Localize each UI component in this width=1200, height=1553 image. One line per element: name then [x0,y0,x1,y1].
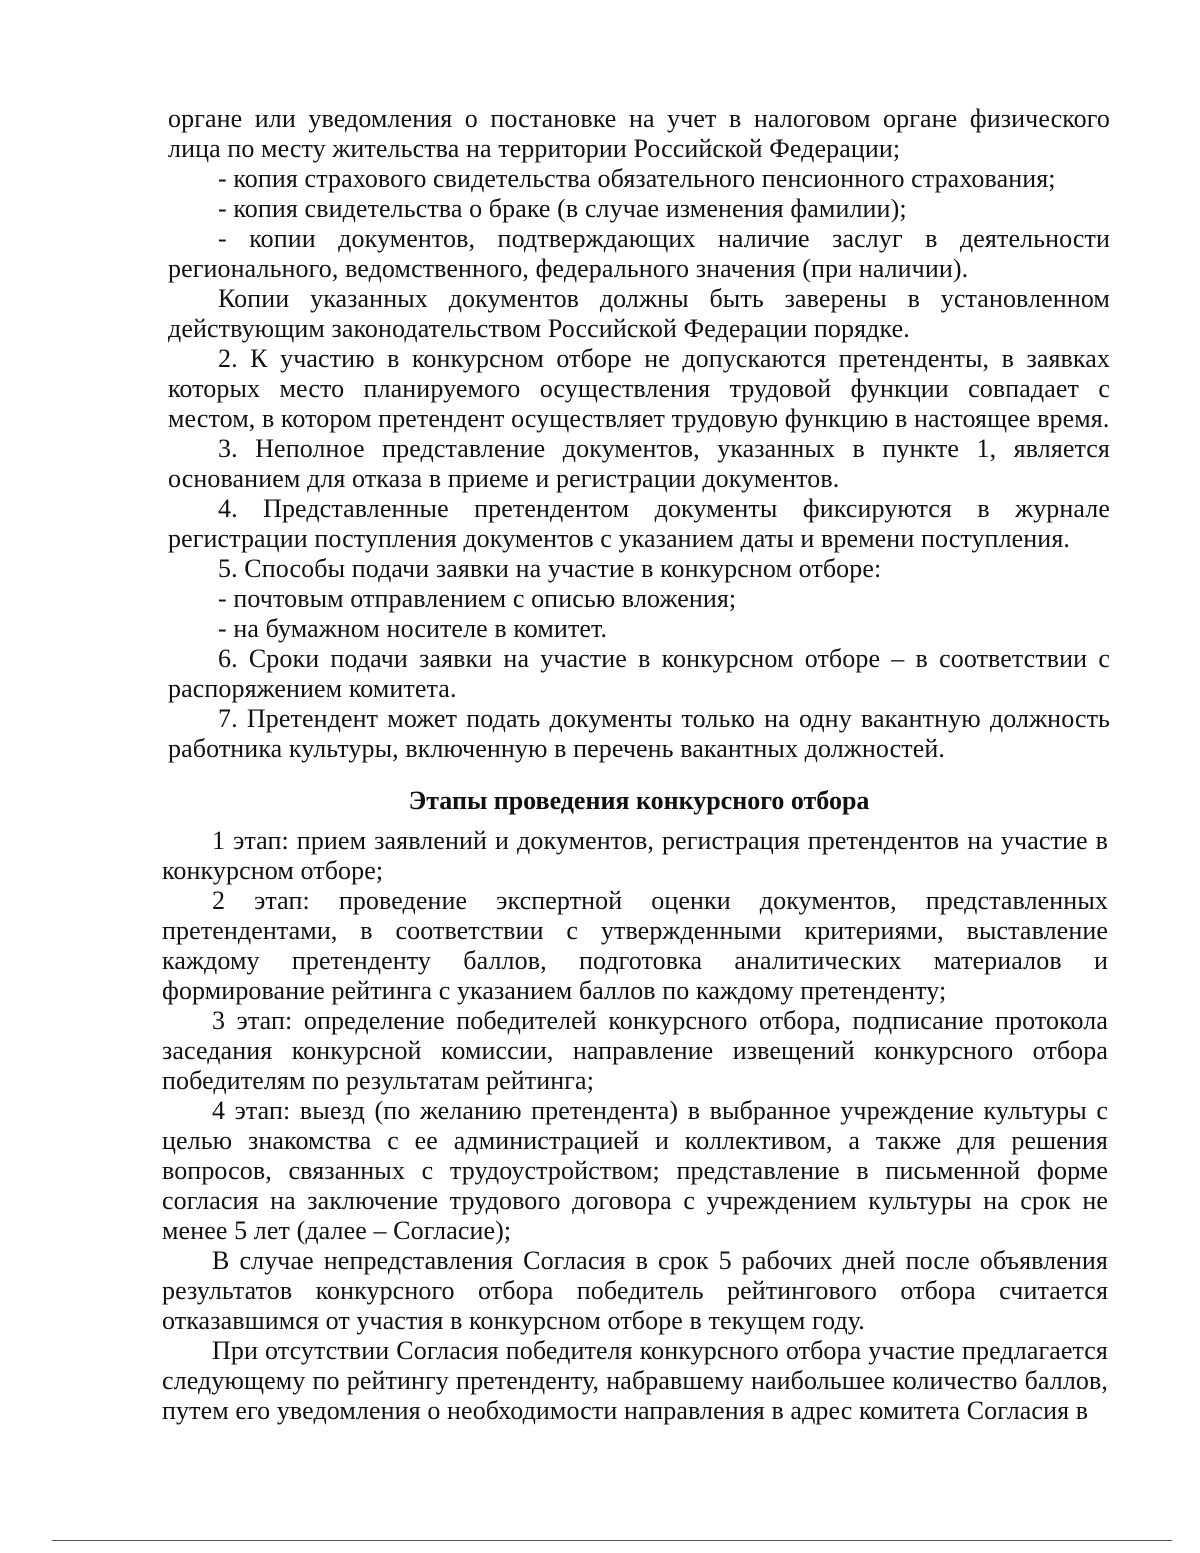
clause-3: 3. Неполное представление документов, указанных в пункте 1, является основанием для отказа в приеме и регистрации документов. [168,434,1110,493]
paragraph-certification: Копии указанных документов должны быть заверены в установленном действующим законодательством Российской Федерации порядке. [168,284,1110,343]
list-item-marriage-certificate: - копия свидетельства о браке (в случае изменения фамилии); [218,194,907,223]
paragraph-absence-consent: При отсутствии Согласия победителя конкурсного отбора участие предлагается следующему по рейтингу претенденту, набравшему наибольшее количество баллов, путем его уведомления о необходимости направления в адрес комитета Согласия в [162,1336,1108,1425]
clause-6: 6. Сроки подачи заявки на участие в конкурсном отборе – в соответствии с распоряжением комитета. [168,644,1110,703]
clause-2: 2. К участию в конкурсном отборе не допускаются претенденты, в заявках которых место планируемого осуществления трудовой функции совпадает с местом, в котором претендент осуществляет трудовую функцию в настоящее время. [168,344,1110,433]
list-item-postal: - почтовым отправлением с описью вложения; [218,584,737,613]
paragraph-continuation: органе или уведомления о постановке на учет в налоговом органе физического лица по месту жительства на территории Российской Федерации; [168,104,1110,163]
document-body-bottom [162,826,1108,1426]
stage-2: 2 этап: проведение экспертной оценки документов, представленных претендентами, в соответствии с утвержденными критериями, выставление каждому претенденту баллов, подготовка аналитических материалов и формирование рейтинга с указанием баллов по каждому претенденту; [162,886,1108,1005]
clause-7: 7. Претендент может подать документы только на одну вакантную должность работника культуры, включенную в перечень вакантных должностей. [168,704,1110,763]
stage-4: 4 этап: выезд (по желанию претендента) в выбранное учреждение культуры с целью знакомства с ее администрацией и коллективом, а также для решения вопросов, связанных с трудоустройством; представление в письменной форме согласия на заключение трудового договора с учреждением культуры на срок не менее 5 лет (далее – Согласие); [162,1096,1108,1245]
clause-4: 4. Представленные претендентом документы фиксируются в журнале регистрации поступления документов с указанием даты и времени поступления. [168,494,1110,553]
paragraph-no-consent: В случае непредставления Согласия в срок 5 рабочих дней после объявления результатов конкурсного отбора победитель рейтингового отбора считается отказавшимся от участия в конкурсном отборе в текущем году. [162,1246,1108,1335]
scan-edge-line [52,1540,1172,1541]
section-heading: Этапы проведения конкурсного отбора [408,786,870,815]
stage-1: 1 этап: прием заявлений и документов, регистрация претендентов на участие в конкурсном отборе; [162,826,1108,885]
list-item-insurance-certificate: - копия страхового свидетельства обязательного пенсионного страхования; [218,164,1056,193]
list-item-paper: - на бумажном носителе в комитет. [218,614,608,643]
list-item-merit-documents: - копии документов, подтверждающих наличие заслуг в деятельности регионального, ведомственного, федерального значения (при наличии). [168,224,1110,283]
stage-3: 3 этап: определение победителей конкурсного отбора, подписание протокола заседания конкурсной комиссии, направление извещений конкурсного отбора победителям по результатам рейтинга; [162,1006,1108,1095]
document-body-top [168,104,1110,764]
clause-5: 5. Способы подачи заявки на участие в конкурсном отборе: [218,554,882,583]
